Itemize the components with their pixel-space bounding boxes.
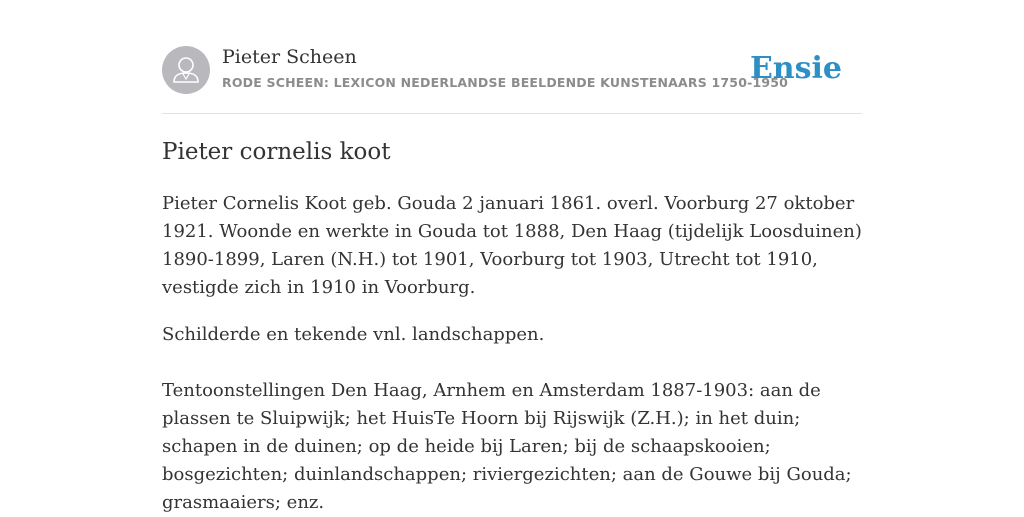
avatar[interactable] (162, 46, 210, 94)
user-icon (162, 46, 210, 94)
author-name[interactable]: Pieter Scheen (222, 46, 357, 68)
header-divider (162, 113, 862, 114)
page-title: Pieter cornelis koot (162, 139, 391, 165)
paragraph-subjects: Schilderde en tekende vnl. landschappen. (162, 324, 545, 345)
brand-logo[interactable]: Ensie (749, 51, 842, 86)
paragraph-biography: Pieter Cornelis Koot geb. Gouda 2 januari 1861. overl. Voorburg 27 oktober 1921. Woonde en werkte in Gouda tot 1888, Den Haag (tijdelijk Loosduinen) 1890-1899, Laren (N.H.) tot 1901, Voorburg tot 1903, Utrecht tot 1910, vestigde zich in 1910 in Voorburg. (162, 193, 862, 298)
paragraph-exhibitions: Tentoonstellingen Den Haag, Arnhem en Amsterdam 1887-1903: aan de plassen te Sluipwijk; het HuisTe Hoorn bij Rijswijk (Z.H.); in het duin; schapen in de duinen; op de heide bij Laren; bij de schaapskooien; bosgezichten; duinlandschappen; riviergezichten; aan de Gouwe bij Gouda; grasmaaiers; enz. (162, 380, 852, 513)
author-header (162, 46, 862, 96)
source-label[interactable]: RODE SCHEEN: LEXICON NEDERLANDSE BEELDENDE KUNSTENAARS 1750-1950 (222, 75, 789, 90)
